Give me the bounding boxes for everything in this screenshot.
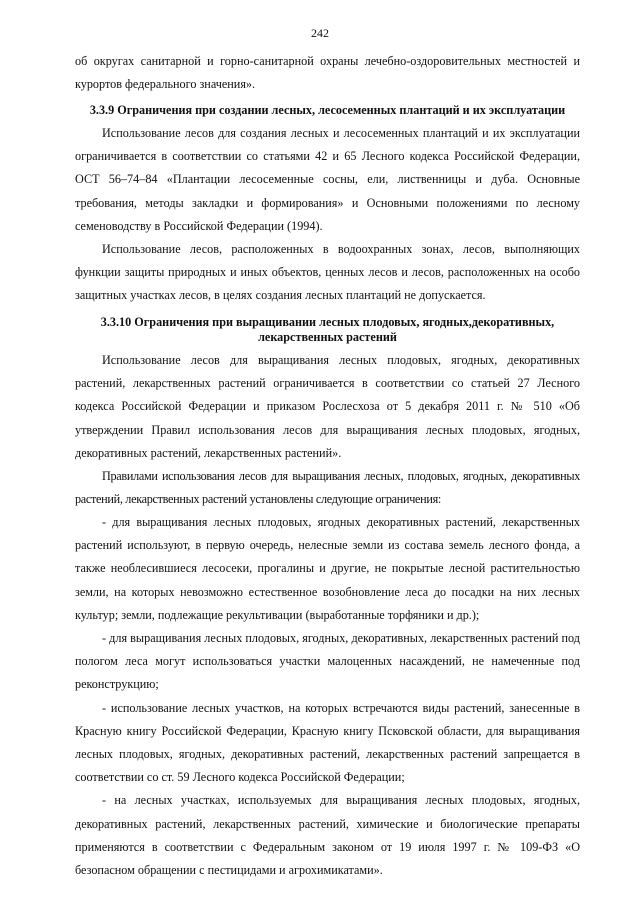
restriction-item-1: - для выращивания лесных плодовых, ягодных декоративных растений, лекарственных растений используют, в первую очередь, нелесные земли из состава земель лесного фонда, а также необлесившиеся лесосеки, прогалины и другие, не покрытые лесной растительностью земли, на которых невозможно естественное возобновление леса до посадки на них лесных культур; земли, подлежащие рекультивации (выработанные торфяники и др.); bbox=[75, 515, 580, 622]
section-3-3-10-heading-line-2: лекарственных растений bbox=[258, 330, 397, 344]
section-3-3-10-paragraph-1: Использование лесов для выращивания лесных плодовых, ягодных, декоративных растений, лекарственных растений ограничивается в соответствии со статьей 27 Лесного кодекса Российской Федерации и приказом Рослесхоза от 5 декабря 2011 г. № 510 «Об утверждении Правил использования лесов для выращивания лесных плодовых, ягодных, декоративных растений, лекарственных растений». bbox=[75, 353, 580, 460]
section-3-3-10-heading-line-1: 3.3.10 Ограничения при выращивании лесных плодовых, ягодных,декоративных, bbox=[100, 315, 555, 329]
page-number: 242 bbox=[311, 26, 329, 40]
section-3-3-9-paragraph-1: Использование лесов для создания лесных и лесосеменных плантаций и их эксплуатации ограничивается в соответствии со статьями 42 и 65 Лесного кодекса Российской Федерации, ОСТ 56–74–84 «Плантации лесосеменные сосны, ели, лиственницы и дуба. Основные требования, методы закладки и формирования» и Основными положениями по лесному семеноводству в Российской Федерации (1994). bbox=[75, 126, 580, 233]
restriction-item-4: - на лесных участках, используемых для выращивания лесных плодовых, ягодных, декоративных растений, лекарственных растений, химические и биологические препараты применяются в соответствии с Федеральным законом от 19 июля 1997 г. № 109-ФЗ «О безопасном обращении с пестицидами и агрохимикатами». bbox=[75, 793, 580, 878]
section-3-3-9 bbox=[75, 103, 580, 308]
section-3-3-10-paragraph-2: Правилами использования лесов для выращивания лесных, плодовых, ягодных, декоративных растений, лекарственных растений установлены следующие ограничения: bbox=[75, 469, 580, 507]
intro-text: об округах санитарной и горно-санитарной охраны лечебно-оздоровительных местностей и курортов федерального значения». bbox=[75, 54, 580, 92]
section-3-3-10 bbox=[75, 315, 580, 882]
intro-paragraph bbox=[75, 50, 580, 96]
restriction-item-3: - использование лесных участков, на которых встречаются виды растений, занесенные в Красную книгу Российской Федерации, Красную книгу Псковской области, для выращивания лесных плодовых, ягодных, декоративных растений, лекарственных растений запрещается в соответствии со ст. 59 Лесного кодекса Российской Федерации; bbox=[75, 700, 580, 785]
section-3-3-9-heading: 3.3.9 Ограничения при создании лесных, лесосеменных плантаций и их эксплуатации bbox=[89, 103, 566, 117]
restriction-item-2: - для выращивания лесных плодовых, ягодных, декоративных, лекарственных растений под пологом леса могут использоваться участки малоценных насаждений, не намеченные под реконструкцию; bbox=[75, 631, 580, 692]
section-3-3-9-paragraph-2: Использование лесов, расположенных в водоохранных зонах, лесов, выполняющих функции защиты природных и иных объектов, ценных лесов и лесов, расположенных на особо защитных участках лесов, в целях создания лесных плантаций не допускается. bbox=[75, 242, 580, 303]
